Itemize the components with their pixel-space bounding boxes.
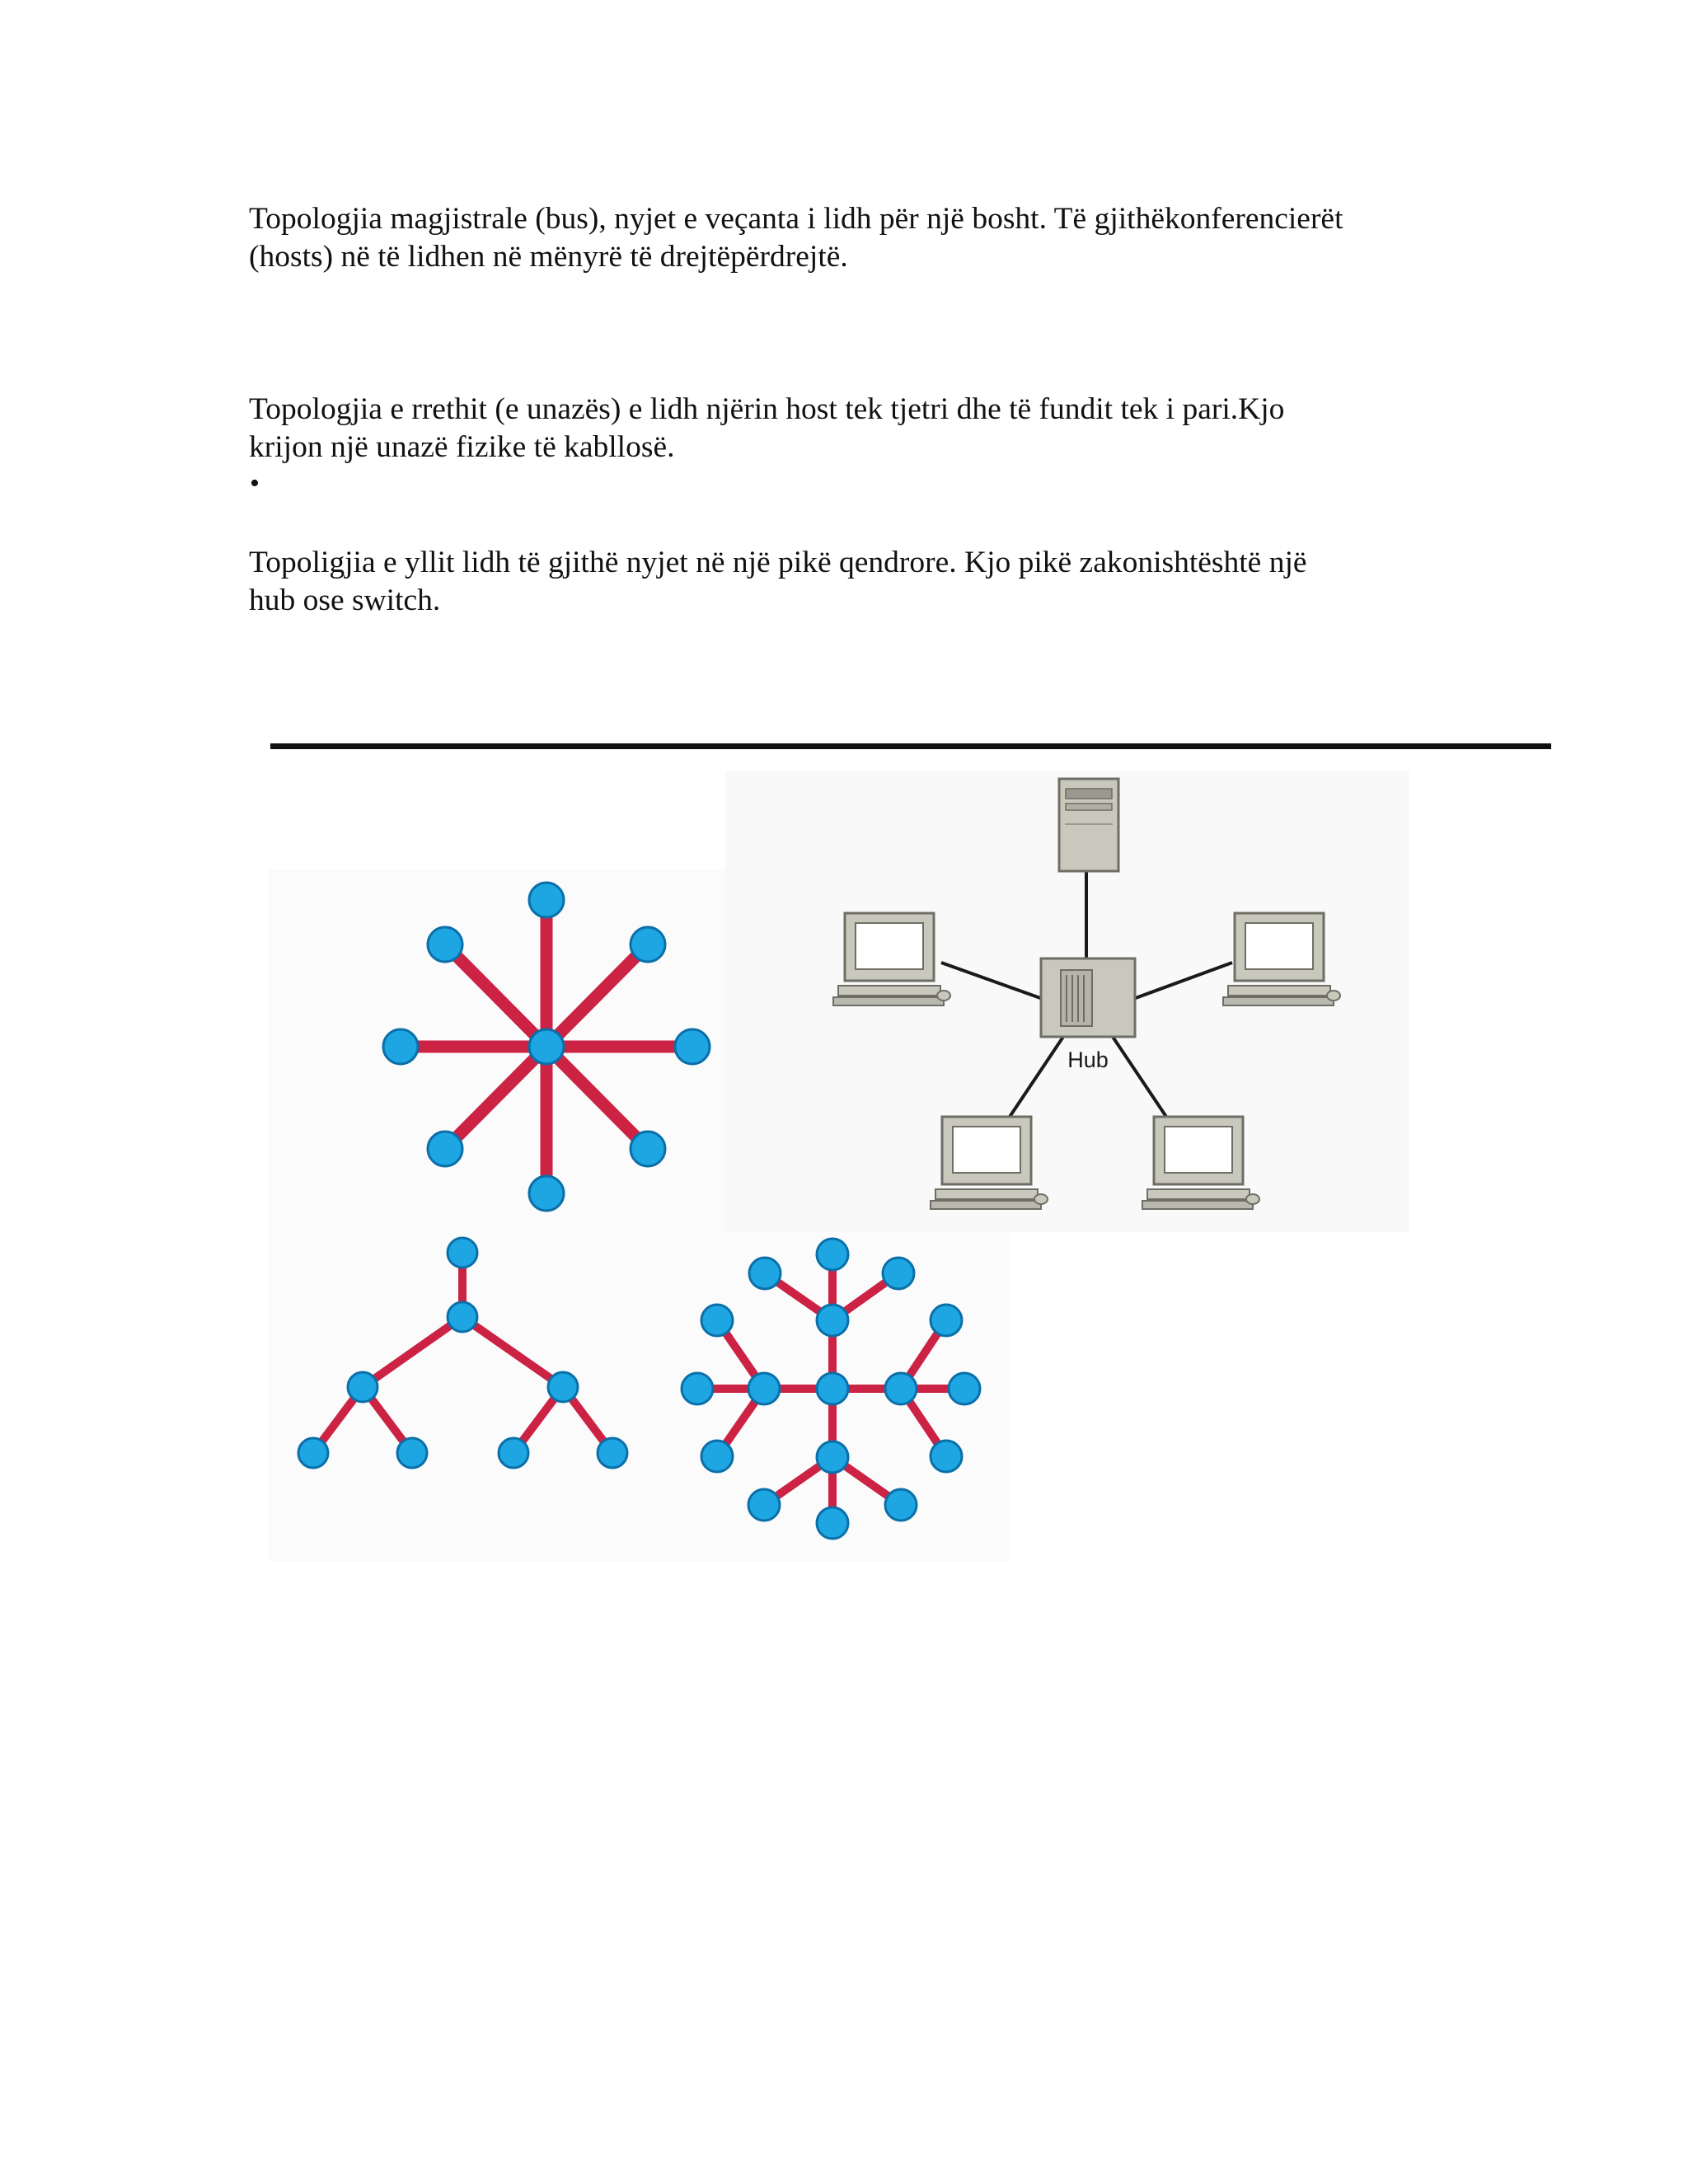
- extended-star-hub-node: [817, 1305, 848, 1336]
- extended-star-hub-node: [817, 1441, 848, 1473]
- extended-star-center-node: [817, 1373, 848, 1404]
- tree-node: [397, 1438, 427, 1468]
- star-node: [383, 1029, 418, 1064]
- star-node: [675, 1029, 710, 1064]
- tree-node: [598, 1438, 627, 1468]
- computer-icon: [1142, 1117, 1259, 1209]
- paragraph-line: hub ose switch.: [249, 583, 441, 617]
- star-node: [428, 927, 462, 962]
- tree-node: [548, 1372, 578, 1402]
- star-node: [529, 1176, 564, 1211]
- extended-star-leaf-node: [885, 1489, 917, 1521]
- paragraph-line: Topologjia e rrethit (e unazës) e lidh njërin host tek tjetri dhe të fundit tek i pari.Kjo: [249, 392, 1285, 426]
- extended-star-leaf-node: [682, 1373, 713, 1404]
- hub-device-icon: [1041, 958, 1135, 1037]
- star-node: [428, 1132, 462, 1166]
- tree-node: [448, 1302, 477, 1332]
- extended-star-leaf-node: [817, 1239, 848, 1270]
- extended-star-hub-node: [748, 1373, 780, 1404]
- extended-star-leaf-node: [931, 1441, 962, 1472]
- extended-star-leaf-node: [749, 1258, 781, 1289]
- computer-icon: [931, 1117, 1048, 1209]
- extended-star-leaf-node: [817, 1507, 848, 1539]
- star-node: [631, 927, 665, 962]
- star-topology-diagram: [383, 883, 710, 1211]
- tree-node: [499, 1438, 528, 1468]
- extended-star-leaf-node: [701, 1441, 733, 1472]
- extended-star-leaf-node: [931, 1305, 962, 1336]
- tree-node: [348, 1372, 377, 1402]
- tree-node: [448, 1238, 477, 1268]
- paragraph-line: (hosts) në të lidhen në mënyrë të drejtëpërdrejtë.: [249, 240, 848, 274]
- paragraph-line: Topoligjia e yllit lidh të gjithë nyjet në një pikë qendrore. Kjo pikë zakonishtështë një: [249, 546, 1307, 579]
- extended-star-hub-node: [885, 1373, 917, 1404]
- tree-node: [298, 1438, 328, 1468]
- paragraph-line: Topologjia magjistrale (bus), nyjet e veçanta i lidh për një bosht. Të gjithëkonferencierët: [249, 202, 1343, 236]
- server-icon: [1059, 779, 1118, 871]
- computer-icon: [1223, 913, 1340, 1005]
- extended-star-leaf-node: [883, 1258, 914, 1289]
- extended-star-leaf-node: [701, 1305, 733, 1336]
- star-node: [529, 883, 564, 917]
- extended-star-leaf-node: [748, 1489, 780, 1521]
- star-node: [631, 1132, 665, 1166]
- bullet-point: •: [250, 468, 260, 499]
- paragraph-line: krijon një unazë fizike të kabllosë.: [249, 430, 675, 464]
- star-center-node: [529, 1029, 564, 1064]
- computer-icon: [833, 913, 950, 1005]
- hub-label: Hub: [1067, 1047, 1109, 1072]
- extended-star-leaf-node: [949, 1373, 980, 1404]
